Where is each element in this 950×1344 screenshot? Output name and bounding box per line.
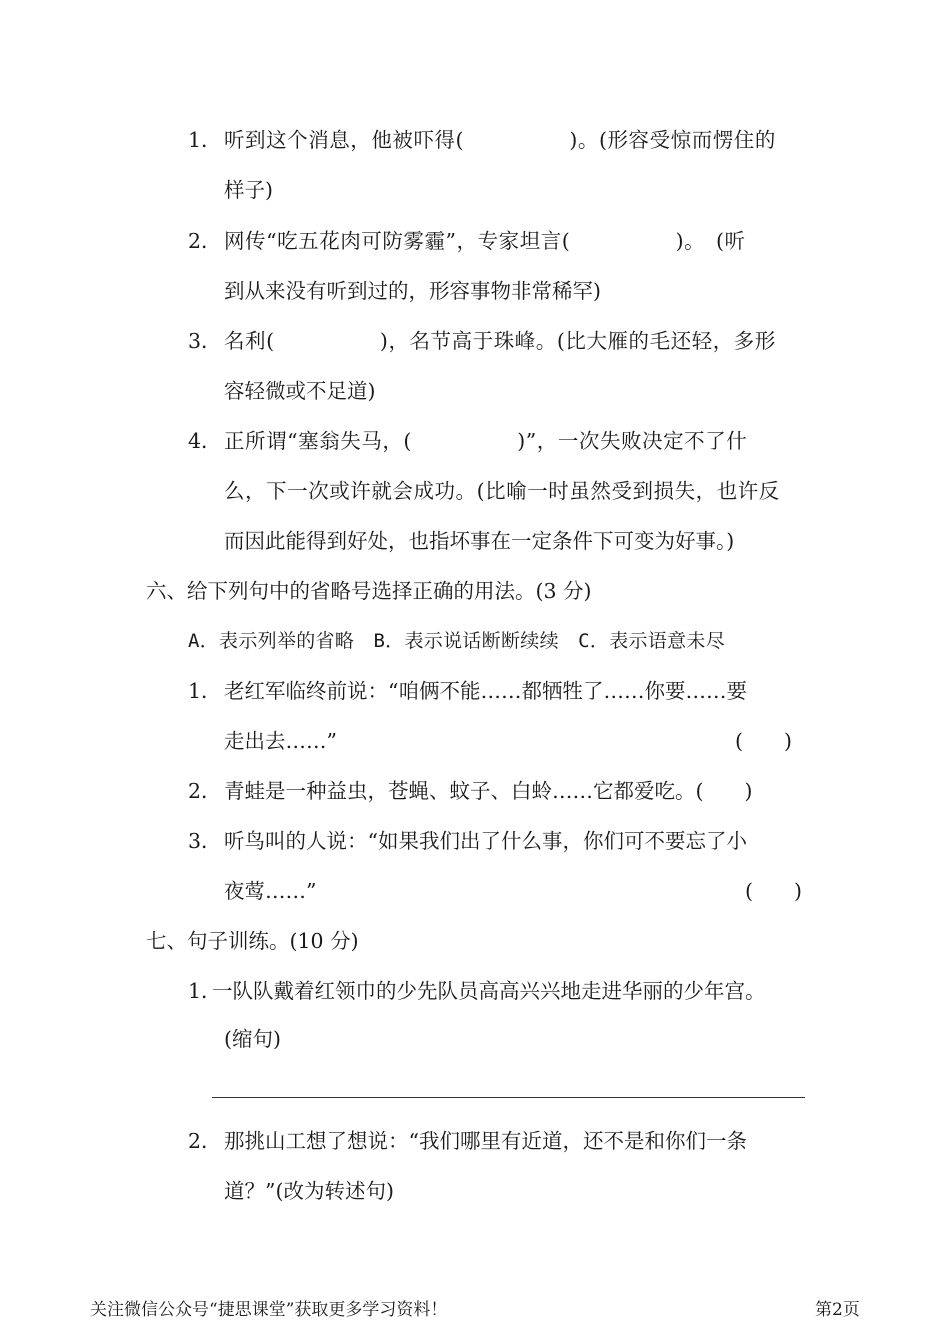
question-text: 那挑山工想了想说：“我们哪里有近道，还不是和你们一条 [224, 1129, 747, 1153]
item-number: 1． [188, 128, 222, 152]
question-text: 青蛙是一种益虫，苍蝇、蚊子、白蛉……它都爱吃。( ) [224, 779, 753, 803]
answer-parentheses[interactable]: ( ) [745, 879, 802, 903]
question-text: 夜莺……” [224, 879, 317, 903]
question-text: 听鸟叫的人说：“如果我们出了什么事，你们可不要忘了小 [224, 829, 747, 853]
question-text: 么，下一次或许就会成功。(比喻一时虽然受到损失，也许反 [224, 479, 780, 503]
item-number: 2． [188, 229, 222, 253]
footer-promo: 关注微信公众号“捷思课堂”获取更多学习资料！ [90, 1300, 448, 1320]
question-text: 到从来没有听到过的，形容事物非常稀罕) [224, 279, 601, 303]
question-text: 样子) [224, 178, 273, 202]
question-text: (缩句) [224, 1027, 281, 1051]
question-text: 一队队戴着红领巾的少先队员高高兴兴地走进华丽的少年宫。 [212, 979, 766, 1003]
answer-line[interactable] [212, 1097, 805, 1098]
question-text: 道？”(改为转述句) [224, 1179, 394, 1203]
section-title: 六、给下列句中的省略号选择正确的用法。(3 分) [146, 579, 592, 603]
question-text: 正所谓“塞翁失马，( )”，一次失败决定不了什 [224, 429, 748, 453]
answer-parentheses[interactable]: ( ) [735, 729, 792, 753]
question-text: 名利( )，名节高于珠峰。(比大雁的毛还轻，多形 [224, 329, 776, 353]
section-title: 七、句子训练。(10 分) [146, 929, 359, 953]
page-number: 第2页 [815, 1300, 860, 1320]
item-number: 3． [188, 829, 222, 853]
item-number: 4． [188, 429, 222, 453]
item-number: 1． [188, 979, 222, 1003]
question-text: 而因此能得到好处，也指坏事在一定条件下可变为好事。) [224, 529, 735, 553]
question-text: 听到这个消息，他被吓得( )。(形容受惊而愣住的 [224, 128, 776, 152]
answer-options: A．表示列举的省略 B．表示说话断断续续 C．表示语意未尽 [188, 630, 726, 652]
question-text: 网传“吃五花肉可防雾霾”，专家坦言( )。 (听 [224, 229, 746, 253]
item-number: 1． [188, 679, 222, 703]
item-number: 3． [188, 329, 222, 353]
item-number: 2． [188, 1129, 222, 1153]
question-text: 走出去……” [224, 729, 337, 753]
question-text: 老红军临终前说：“咱俩不能……都牺牲了……你要……要 [224, 679, 747, 703]
question-text: 容轻微或不足道) [224, 379, 376, 403]
item-number: 2． [188, 779, 222, 803]
